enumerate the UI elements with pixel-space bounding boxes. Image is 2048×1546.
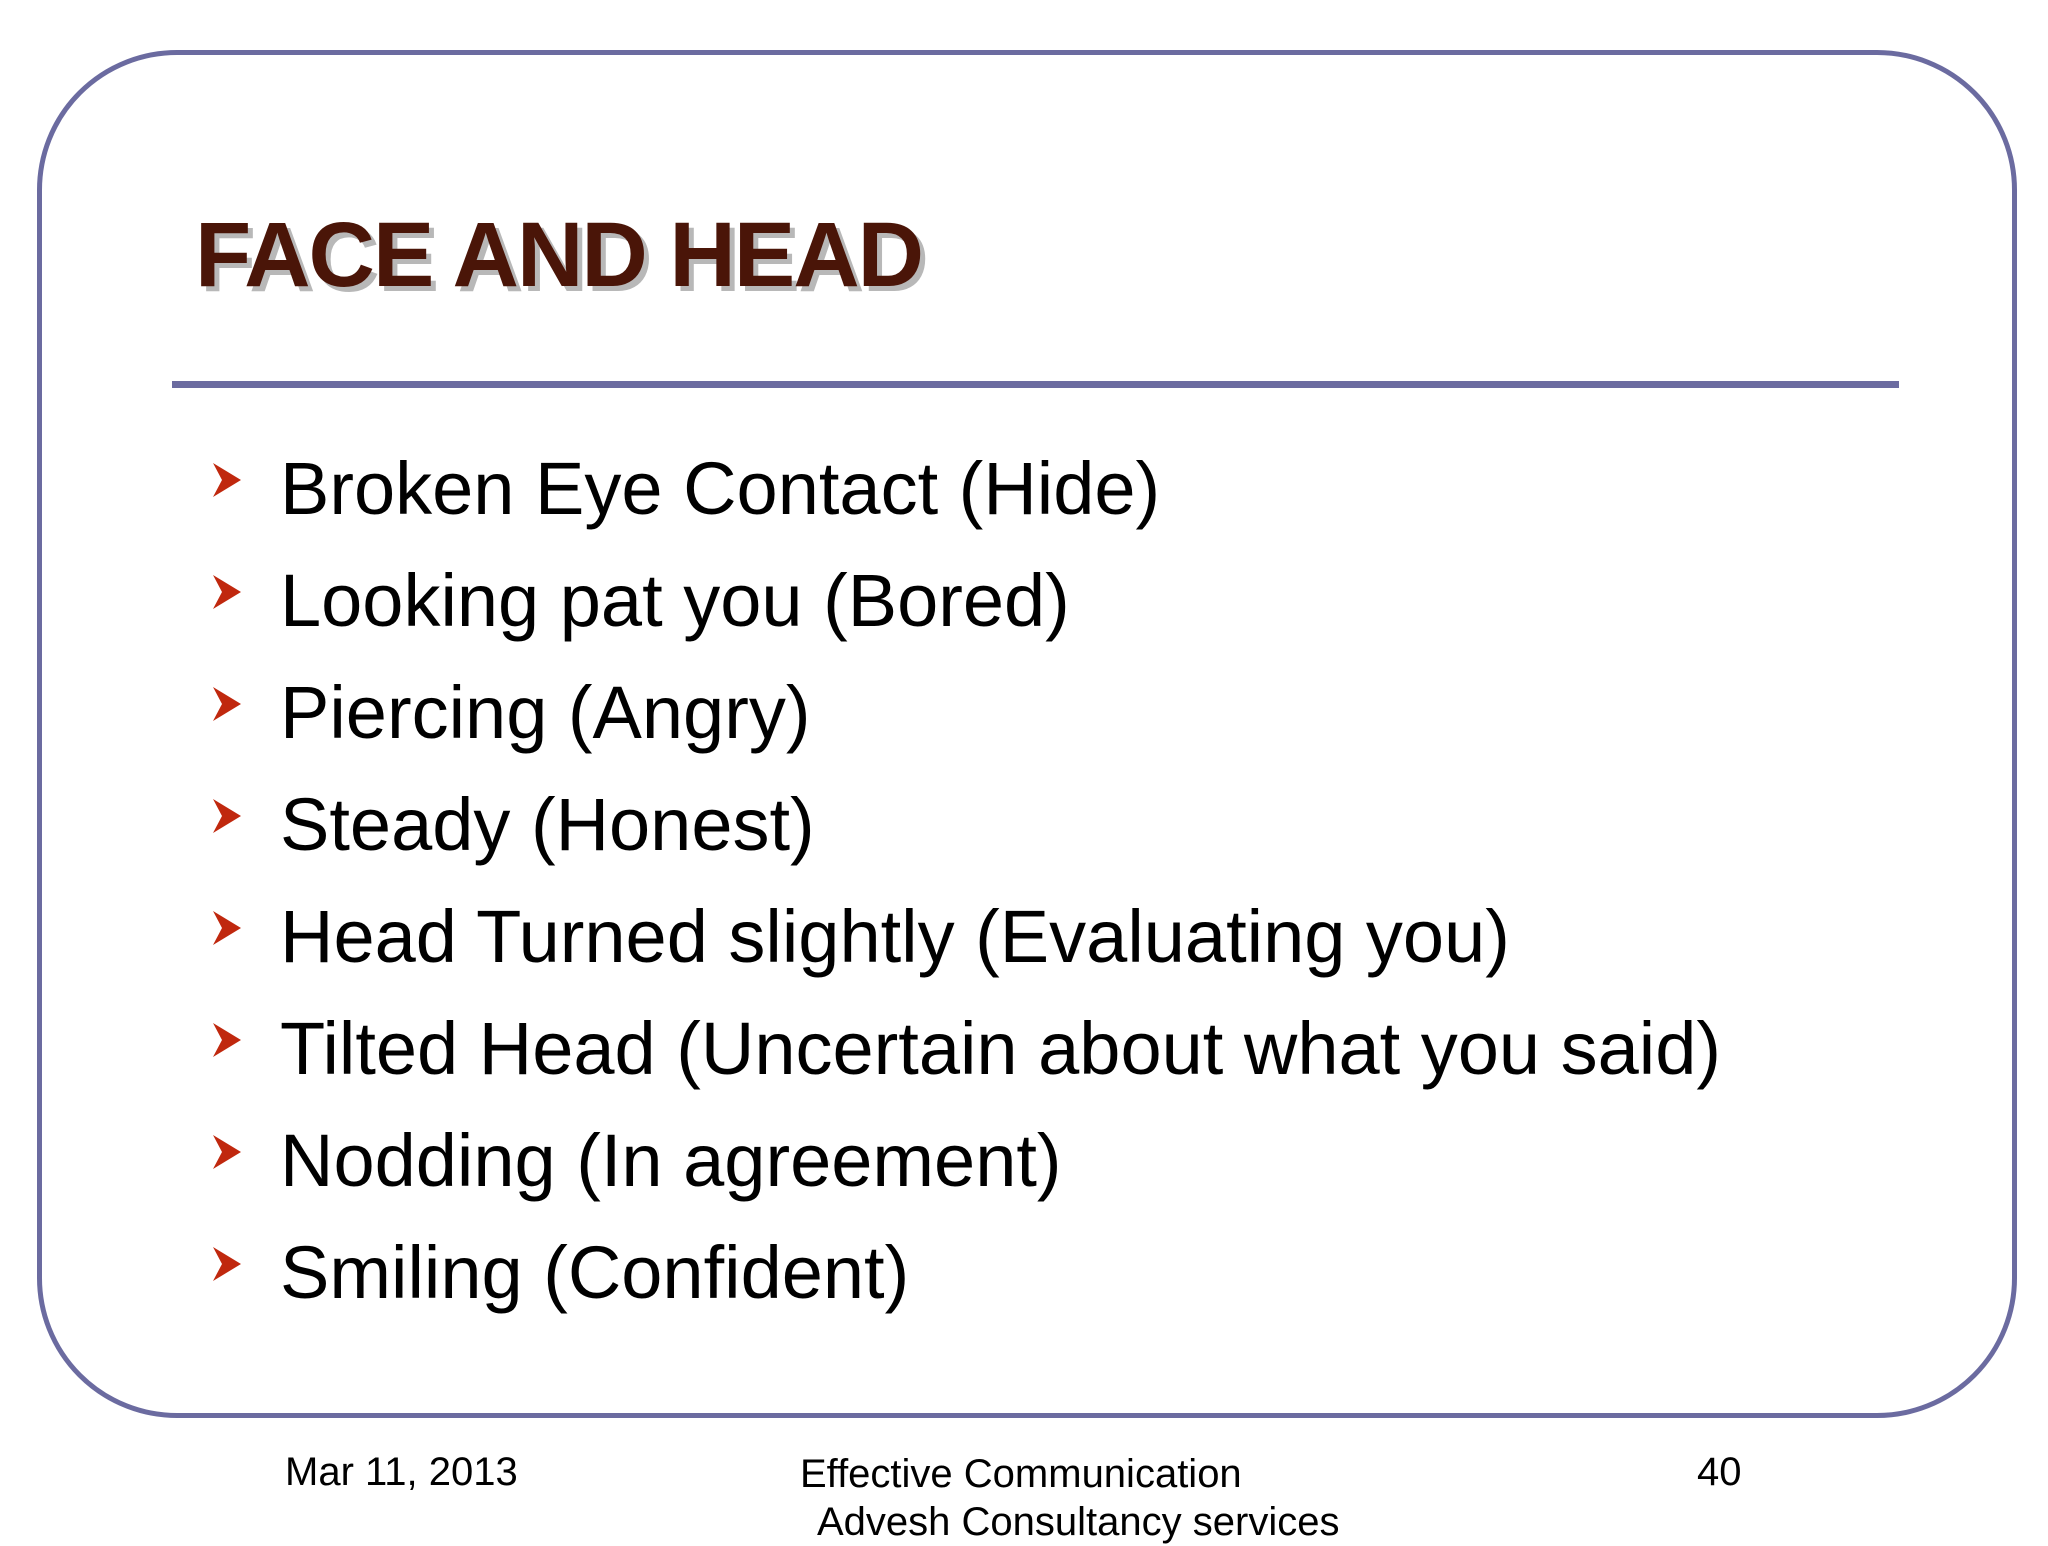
footer-date: Mar 11, 2013 <box>285 1450 518 1494</box>
arrow-bullet-icon <box>212 1246 242 1282</box>
bullet-list <box>212 433 1721 1329</box>
bullet-text: Tilted Head (Uncertain about what you said) <box>280 1007 1722 1090</box>
footer-organization: Advesh Consultancy services <box>817 1500 1340 1544</box>
arrow-bullet-icon <box>212 910 242 946</box>
footer-center <box>800 1450 1339 1546</box>
bullet-text: Steady (Honest) <box>280 783 815 866</box>
arrow-bullet-icon <box>212 1022 242 1058</box>
bullet-item <box>212 769 1721 881</box>
bullet-text: Smiling (Confident) <box>280 1231 910 1314</box>
bullet-text: Nodding (In agreement) <box>280 1119 1062 1202</box>
bullet-text: Head Turned slightly (Evaluating you) <box>280 895 1510 978</box>
bullet-item <box>212 993 1721 1105</box>
bullet-text: Broken Eye Contact (Hide) <box>280 447 1161 530</box>
bullet-text: Looking pat you (Bored) <box>280 559 1070 642</box>
bullet-item <box>212 657 1721 769</box>
page-number: 40 <box>1697 1450 1742 1494</box>
bullet-item <box>212 881 1721 993</box>
footer-presentation-title: Effective Communication <box>800 1452 1242 1496</box>
bullet-text: Piercing (Angry) <box>280 671 811 754</box>
bullet-item <box>212 433 1721 545</box>
bullet-item <box>212 1105 1721 1217</box>
arrow-bullet-icon <box>212 462 242 498</box>
arrow-bullet-icon <box>212 1134 242 1170</box>
arrow-bullet-icon <box>212 574 242 610</box>
bullet-item <box>212 545 1721 657</box>
bullet-item <box>212 1217 1721 1329</box>
slide-title: FACE AND HEAD <box>195 204 923 306</box>
arrow-bullet-icon <box>212 686 242 722</box>
arrow-bullet-icon <box>212 798 242 834</box>
title-divider <box>172 381 1899 388</box>
